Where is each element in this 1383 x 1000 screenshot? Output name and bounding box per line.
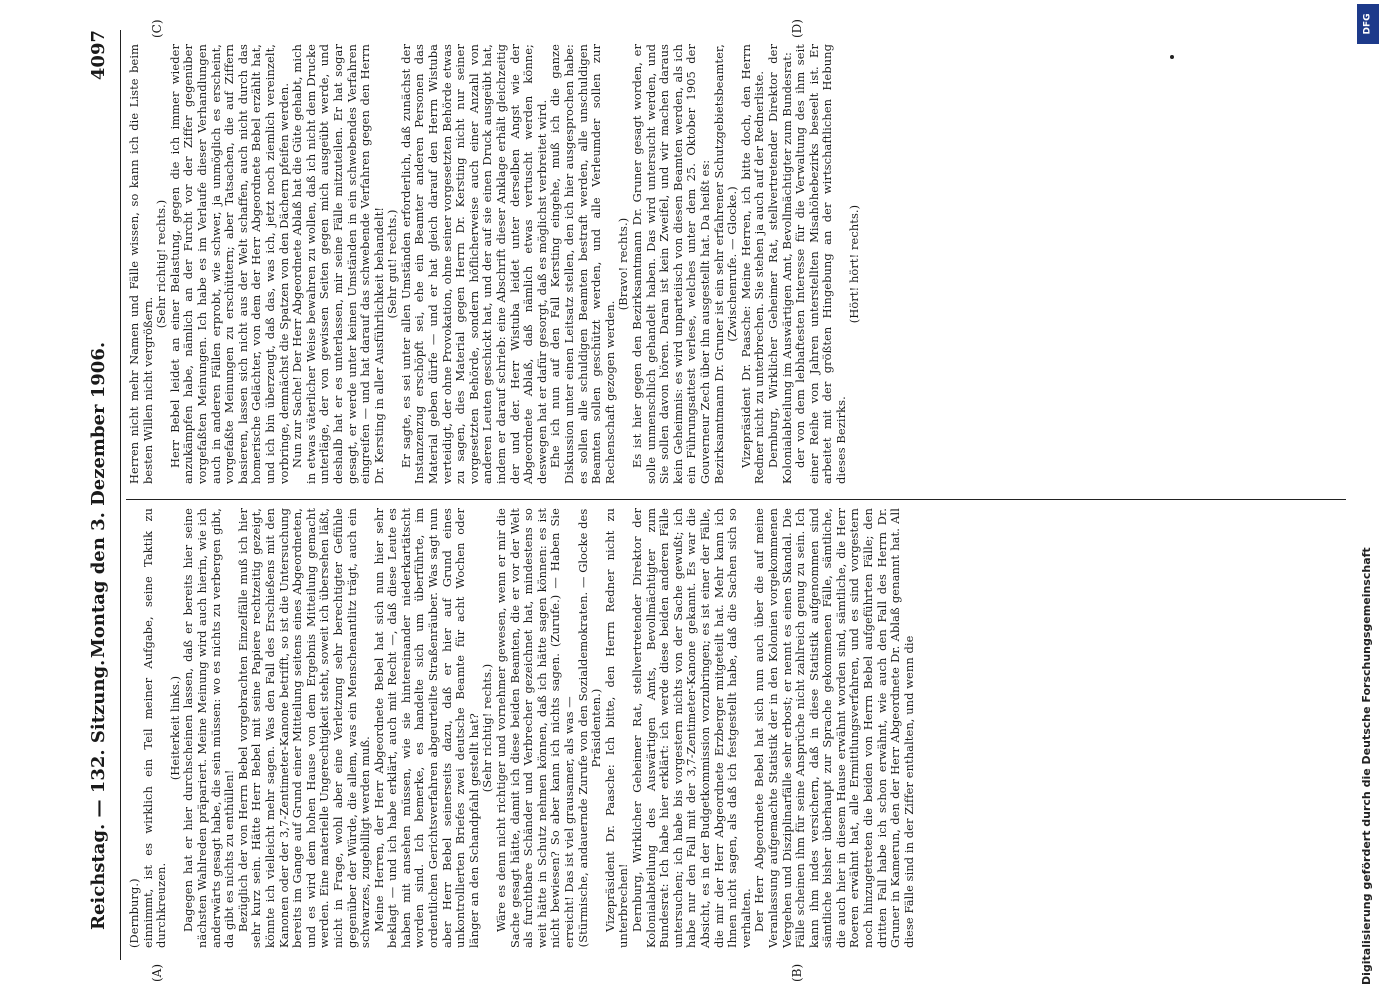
left-column-paragraph: einnimmt, ist es wirklich ein Teil meiner Aufgabe, seine Taktik zu durchkreuzen.: [140, 508, 169, 948]
right-column-paragraph: der von dem lebhaftesten Interesse für die Verwaltung des ihm seit einer Reihe von Jahren unterstellten Misahöhebezirks beseelt ist. Er arbeitet mit der größten Hingebung an der wirtschaftlichen Hebung dieses Bezirks.: [793, 44, 848, 484]
left-column-paragraph: (Heiterkeit links.): [167, 675, 182, 781]
right-column-paragraph: Herr Bebel leidet an einer Belastung, gegen die ich immer wieder anzukämpfen habe, nämlich an der Furcht vor der Ziffer gegenüber vorgefaßten Meinungen. Ich habe es im Verlaufe dieser Verhandlungen auch in anderen Fällen erprobt, wie schwer, ja unmöglich es erscheint, vorgefaßte Meinungen zu erschüttern; aber Tatsachen, die auf Ziffern basieren, lassen sich nicht aus der Welt schaffen, auch nicht durch das homerische Gelächter, von dem der Herr Abgeordnete Bebel erzählt hat, und ich bin überzeugt, daß das, was ich, jetzt noch ziemlich vereinzelt, vorbringe, demnächst die Spatzen von den Dächern pfeifen werden.: [167, 44, 291, 484]
rotated-page: [70, 0, 1370, 1000]
right-column: [128, 44, 862, 484]
right-column-paragraph: Es ist hier gegen den Bezirksamtmann Dr. Gruner gesagt worden, er solle unmenschlich gehandelt haben. Das wird untersucht werden, und Sie sollen davon hören. Daran ist kein Zweifel, und wir machen daraus kein Geheimnis: es wird unparteiisch von diesen Beamten werden, als ich ein Führungsattest verlese, welches unter dem 25. Oktober 1905 der Gouverneur Zech über ihn ausgestellt hat. Da heißt es:: [629, 44, 712, 484]
left-column: [128, 508, 916, 948]
right-column-paragraph: Dernburg, Wirklicher Geheimer Rat, stellvertretender Direktor der Kolonialabteilung im Auswärtigen Amt, Bevollmächtigter zum Bundesrat:: [765, 44, 794, 484]
right-column-paragraph: (Sehr richtig! rechts.): [154, 199, 169, 329]
right-column-paragraph: Er sagte, es sei unter allen Umständen erforderlich, daß zunächst der Instanzenzug erschöpft sei, ehe ein Beamter anderen Personen das Material geben dürfe — und er hat gleich darauf den Herrn Wistuba verteidigt, der ohne Provokation, ohne seiner vorgesetzten Behörde etwas zu sagen, dies Material gegen Herrn Dr. Kersting nicht nur seiner vorgesetzten Behörde, sondern höflicherweise auch einer Anzahl von anderen Leuten geschickt hat, und der auf sie einen Druck ausgeübt hat, indem er darauf schrieb: eine Abschrift dieser Anklage erhält gleichzeitig der und der. Herr Wistuba leidet unter derselben Angst wie der Abgeordnete Ablaß, daß nämlich etwas vertuscht werden könne; deswegen hat er dafür gesorgt, daß es möglichst verbreitet wird.: [398, 44, 549, 484]
margin-marker-b: (B): [790, 963, 804, 982]
running-header: [80, 30, 120, 970]
right-column-paragraph: Nun zur Sache! Der Herr Abgeordnete Ablaß hat die Güte gehabt, mich in etwas väterlicher Weise bewahren zu wollen, daß ich nicht dem Drucke unterläge, der von gewissen Seiten gegen mich ausgeübt werde, und deshalb hat er es unterlassen, mir seine Fälle mitzuteilen. Er hat sogar gesagt, er werde unter keinen Umständen in ein schwebendes Verfahren eingreifen — und hat darauf das schwebende Verfahren gegen den Herrn Dr. Kersting in aller Ausführlichkeit behandelt!: [290, 44, 386, 484]
right-column-paragraph: Ehe ich nun auf den Fall Kersting eingehe, muß ich die ganze Diskussion unter einen Leitsatz stellen, den ich hier ausgesprochen habe: es sollen alle schuldigen Beamten bestraft werden, alle unschuldigen Beamten sollen geschützt werden, und alle Verleumder sollen zur Rechenschaft gezogen werden.: [548, 44, 617, 484]
right-column-paragraph: (Zwischenrufe. — Glocke.): [725, 186, 740, 342]
left-column-paragraph: Dernburg, Wirklicher Geheimer Rat, stellvertretender Direktor der Kolonialabteilung des Auswärtigen Amts, Bevollmächtigter zum Bundesrat: Ich habe hier erklärt: ich werde diese beiden anderen Fälle untersuchen; ich habe bis vorgestern nichts von der Sache gewußt; ich habe nur den Fall mit der 3,7-Zentimeter-Kanone gekannt. Es war die Absicht, es in der Budgetkommission vorzubringen; es ist einer der Fälle, die mir der Herr Abgeordnete Erzberger mitgeteilt hat. Mehr kann ich Ihnen nicht sagen, als daß ich festgestellt habe, daß die Sachen sich so verhalten.: [629, 508, 753, 948]
margin-marker-d: (D): [790, 19, 804, 38]
right-column-paragraph: (Bravo! rechts.): [616, 217, 631, 311]
left-column-paragraph: Der Herr Abgeordnete Bebel hat sich nun auch über die auf meine Veranlassung aufgemachte Statistik der in den Kolonien vorgekommenen Vergehen und Disziplinarfälle sehr erbost; er nennt es einen Skandal. Die Fälle scheinen ihm für seine Ansprüche nicht zahlreich genug zu sein. Ich kann ihm indes versichern, daß in diese Statistik aufgenommen sind sämtliche bisher überhaupt zur Sprache gekommenen Fälle, sämtliche, die auch hier in diesem Hause erwähnt worden sind, sämtliche, die Herr Roeren erwähnt hat, alle Ermittlungsverfahren, und es sind vorgestern noch hinzugetreten die beiden von Herrn Bebel aufgeführten Fälle; den dritten Fall habe ich schon erwähnt, wie auch den Fall des Herrn Dr. Gruner in Kamerun, den der Herr Abgeordnete Dr. Ablaß genannt hat. All diese Fälle sind in der Ziffer enthalten, und wenn die: [752, 508, 916, 948]
page-number: 4097: [88, 30, 109, 81]
header-session: Reichstag. — 132. Sitzung.: [88, 659, 109, 930]
left-column-paragraph: (Sehr richtig! rechts.): [480, 663, 495, 793]
column-separator: [126, 499, 1346, 500]
speck: [1170, 55, 1174, 59]
margin-marker-a: (A): [150, 963, 164, 982]
right-column-paragraph: Herren nicht mehr Namen und Fälle wissen, so kann ich die Liste beim besten Willen nicht vergrößern.: [127, 44, 155, 484]
digitization-notice: Digitalisierung gefördert durch die Deutsche Forschungsgemeinschaft: [1360, 547, 1373, 985]
header-date: Montag den 3. Dezember 1906.: [88, 341, 109, 659]
right-column-paragraph: (Hört! hört! rechts.): [847, 204, 862, 324]
margin-marker-c: (C): [150, 19, 164, 38]
right-column-paragraph: Bezirksamtmann Dr. Gruner ist ein sehr erfahrener Schutzgebietsbeamter,: [711, 44, 726, 484]
right-column-paragraph: Vizepräsident Dr. Paasche: Meine Herren, ich bitte doch, den Herrn Redner nicht zu unterbrechen. Sie stehen ja auch auf der Rednerliste.: [738, 44, 767, 484]
left-column-paragraph: Dagegen hat er hier durchscheinen lassen, daß er bereits hier seine nächsten Wahlreden präpariert. Meine Meinung wird auch hierin, wie ich anderwärts gesagt habe, die sein müssen: wo es nichts zu verbergen gibt, da gibt es nichts zu enthüllen!: [181, 508, 237, 948]
dfg-logo-text: DFG: [1362, 13, 1373, 35]
page-body: [70, 0, 1370, 1000]
left-column-paragraph: (Dernburg.): [127, 878, 141, 948]
digitization-strip: [1356, 0, 1383, 1000]
left-column-paragraph: Bezüglich der von Herrn Bebel vorgebrachten Einzelfälle muß ich hier sehr kurz sein. Hätte Herr Bebel mit seine Papiere rechtzeitig gezeigt, könnte ich vielleicht mehr sagen. Was den Fall des Erschießens mit den Kanonen oder der 3,7-Zentimeter-Kanone betrifft, so ist die Untersuchung bereits im Gange auf Grund einer Mitteilung seitens eines Abgeordneten, und es wird dem hohen Hause von dem Ergebnis Mitteilung gemacht werden. Eine materielle Ungerechtigkeit steht, soweit ich übersehen läßt, nicht in Frage, wohl aber eine Verletzung sehr berechtigter Gefühle gegenüber der Würde, die allem, was ein Menschenantlitz trägt, auch ein schwarzes, zugebilligt werden muß.: [235, 508, 373, 948]
left-column-paragraph: Wäre es denn nicht richtiger und vornehmer gewesen, wenn er mir die Sache gesagt hätte, damit ich diese beiden Beamten, die er vor der Welt als furchtbare Schänder und Verbrecher gezeichnet hat, mindestens so weit hätte in Schutz nehmen können, daß ich hätte sagen können: es ist nicht bewiesen? So aber kann ich nichts sagen. (Zurufe.) — Haben Sie erreicht! Das ist viel grausamer, als was —: [494, 508, 576, 948]
header-rule: [120, 30, 121, 960]
left-column-paragraph: (Stürmische, andauernde Zurufe von den Sozialdemokraten. — Glocke des Präsidenten.): [575, 508, 604, 948]
left-column-paragraph: Meine Herren, der Herr Abgeordnete Bebel hat sich nun hier sehr beklagt — und ich habe erklärt, auch mit Recht —, daß diese Leute es haben mit ansehen müssen, wie sie hintereinander niederkartätscht worden sind. Ich bemerke, es handelte sich um überführte, im ordentlichen Gerichtsverfahren abgeurteilte Straßenräuber. Was sagt nun aber Herr Bebel seinerseits dazu, daß er hier auf Grund eines unkontrollierten Briefes zwei deutsche Beamte für acht Wochen oder länger an den Schandpfahl gestellt hat?: [371, 508, 481, 948]
right-column-paragraph: (Sehr gut! rechts.): [385, 209, 400, 319]
left-column-paragraph: Vizepräsident Dr. Paasche: Ich bitte, den Herrn Redner nicht zu unterbrechen!: [602, 508, 631, 948]
